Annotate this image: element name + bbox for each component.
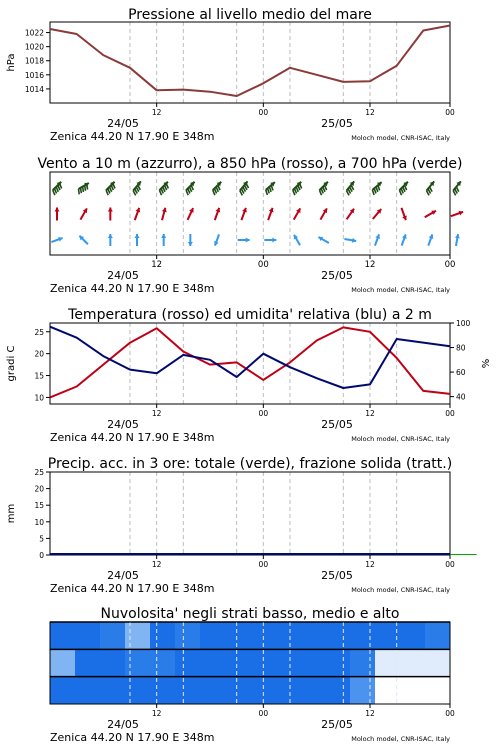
wind-barb bbox=[374, 188, 376, 193]
pressure-line bbox=[50, 26, 450, 97]
wind-vector-700-hpa bbox=[266, 182, 275, 195]
wind-barb bbox=[54, 189, 56, 194]
cloud-cell-medio bbox=[350, 649, 376, 676]
wind-vector-850-hpa bbox=[347, 209, 354, 220]
wind-barb bbox=[294, 189, 296, 194]
wind-barb bbox=[298, 185, 300, 190]
y-tick-label: 1014 bbox=[24, 84, 44, 94]
precip-bar bbox=[450, 554, 477, 555]
y-tick-label: 15 bbox=[34, 501, 44, 511]
cloud-cell-medio bbox=[225, 649, 251, 676]
cloud-cell-medio bbox=[275, 649, 301, 676]
wind-vector-10-m bbox=[161, 234, 166, 246]
x-tick-label: 12 bbox=[151, 260, 163, 270]
plot-frame bbox=[50, 323, 450, 404]
wind-vector-850-hpa bbox=[241, 208, 246, 220]
cloud-cell-alto bbox=[100, 622, 126, 649]
date-label: 24/05 bbox=[107, 718, 139, 731]
wind-head bbox=[108, 234, 113, 238]
wind-barb bbox=[266, 190, 268, 195]
wind-barb bbox=[60, 183, 62, 188]
wind-barb bbox=[293, 190, 295, 195]
chart-title: Precip. acc. in 3 ore: totale (verde), frazione solida (tratt.) bbox=[47, 456, 453, 472]
cloud-cell-medio bbox=[75, 649, 101, 676]
cloud-cell-medio bbox=[150, 649, 176, 676]
temperature-line bbox=[50, 327, 450, 397]
wind-barb bbox=[78, 189, 79, 194]
y-tick-label: 20 bbox=[34, 349, 44, 359]
y-tick-label-right: 40 bbox=[456, 392, 466, 402]
x-tick-label: 12 bbox=[151, 560, 162, 569]
wind-barb bbox=[81, 188, 82, 193]
y-axis-label-right: % bbox=[481, 358, 492, 369]
model-credit: Moloch model, CNR-ISAC, Italy bbox=[351, 435, 450, 443]
cloud-cell-basso bbox=[100, 677, 126, 704]
plot-frame bbox=[50, 22, 450, 103]
x-tick-label: 00 bbox=[258, 409, 269, 418]
model-credit: Moloch model, CNR-ISAC, Italy bbox=[351, 586, 450, 594]
wind-vector-700-hpa bbox=[213, 182, 221, 195]
wind-barb bbox=[325, 185, 327, 190]
station-location: Zenica 44.20 N 17.90 E 348m bbox=[50, 282, 215, 295]
station-location: Zenica 44.20 N 17.90 E 348m bbox=[50, 130, 215, 143]
y-tick-label: 0 bbox=[39, 551, 44, 560]
wind-barb bbox=[216, 187, 218, 192]
cloud-cell-alto bbox=[350, 622, 376, 649]
cloud-cell-medio bbox=[325, 649, 351, 676]
cloud-cell-basso bbox=[175, 677, 201, 704]
wind-barb bbox=[321, 189, 323, 194]
wind-head bbox=[188, 242, 193, 246]
cloud-cell-medio bbox=[400, 649, 426, 676]
temperature-humidity-panel bbox=[6, 307, 492, 444]
wind-barb bbox=[56, 187, 58, 192]
y-tick-label-right: 80 bbox=[456, 343, 466, 353]
y-axis-label: hPa bbox=[6, 53, 17, 72]
model-credit: Moloch model, CNR-ISAC, Italy bbox=[351, 286, 450, 294]
wind-vector-10-m bbox=[108, 234, 113, 246]
wind-vector-10-m bbox=[79, 236, 87, 244]
y-tick-label: 15 bbox=[34, 371, 44, 381]
y-tick-label: 1020 bbox=[24, 42, 44, 52]
wind-vector-10-m bbox=[455, 234, 460, 246]
wind-barb bbox=[188, 189, 190, 194]
wind-barb bbox=[268, 188, 270, 193]
wind-barb bbox=[161, 189, 163, 194]
wind-barb bbox=[186, 190, 188, 195]
cloud-cell-alto bbox=[225, 622, 251, 649]
wind-vector-10-m bbox=[264, 238, 276, 243]
wind-vector-700-hpa bbox=[399, 182, 407, 195]
wind-barb bbox=[85, 185, 86, 190]
wind-vector-700-hpa bbox=[453, 181, 461, 195]
cloud-cell-basso bbox=[400, 677, 426, 704]
cloud-cell-basso bbox=[75, 677, 101, 704]
wind-vector-10-m bbox=[428, 234, 433, 245]
wind-vector-10-m bbox=[238, 238, 250, 243]
cloud-cell-medio bbox=[175, 649, 201, 676]
x-tick-label: 00 bbox=[257, 260, 269, 270]
wind-vector-700-hpa bbox=[159, 182, 168, 195]
y-tick-label: 25 bbox=[34, 327, 44, 337]
cloud-cell-alto bbox=[425, 622, 451, 649]
wind-vector-850-hpa bbox=[373, 209, 381, 219]
cloud-cell-medio bbox=[425, 649, 451, 676]
station-location: Zenica 44.20 N 17.90 E 348m bbox=[50, 582, 215, 595]
cloud-cell-alto bbox=[325, 622, 351, 649]
wind-barb bbox=[163, 187, 165, 192]
wind-vector-850-hpa bbox=[215, 208, 220, 220]
cloud-cell-alto bbox=[275, 622, 301, 649]
x-tick-label: 00 bbox=[258, 108, 269, 117]
wind-head bbox=[272, 238, 276, 243]
wind-vector-700-hpa bbox=[133, 181, 141, 195]
wind-vector-850-hpa bbox=[401, 208, 406, 220]
wind-barb bbox=[159, 190, 161, 195]
date-label: 25/05 bbox=[321, 718, 353, 731]
y-tick-label: 1022 bbox=[24, 28, 44, 38]
wind-vector-10-m bbox=[51, 237, 62, 242]
wind-vector-700-hpa bbox=[53, 182, 62, 195]
cloud-cell-alto bbox=[150, 622, 176, 649]
cloud-cell-basso bbox=[225, 677, 251, 704]
wind-head bbox=[135, 234, 140, 238]
chart-title: Pressione al livello medio del mare bbox=[128, 7, 372, 23]
x-tick-label: 12 bbox=[365, 560, 375, 569]
humidity-line bbox=[50, 327, 450, 388]
cloud-cell-alto bbox=[75, 622, 101, 649]
y-tick-label: 25 bbox=[34, 468, 44, 477]
x-tick-label: 00 bbox=[445, 709, 455, 718]
wind-vector-700-hpa bbox=[78, 183, 88, 194]
wind-barb bbox=[401, 189, 403, 194]
wind-barb bbox=[109, 187, 111, 192]
cloud-cell-alto bbox=[250, 622, 276, 649]
wind-barb bbox=[213, 190, 215, 195]
wind-vector-10-m bbox=[294, 235, 300, 245]
wind-barb bbox=[378, 185, 380, 190]
cloud-cell-basso bbox=[125, 677, 151, 704]
y-tick-label-right: 100 bbox=[456, 319, 471, 328]
wind-barb bbox=[58, 185, 60, 190]
station-location: Zenica 44.20 N 17.90 E 348m bbox=[50, 731, 215, 744]
x-tick-label: 12 bbox=[365, 108, 375, 117]
date-label: 24/05 bbox=[107, 269, 139, 282]
wind-head bbox=[108, 208, 113, 212]
x-tick-label: 12 bbox=[365, 709, 375, 718]
x-tick-label: 00 bbox=[445, 409, 455, 418]
cloud-cell-alto bbox=[175, 622, 201, 649]
wind-head bbox=[55, 208, 60, 212]
date-label: 25/05 bbox=[321, 418, 353, 431]
wind-vector-850-hpa bbox=[451, 211, 463, 216]
wind-barb bbox=[108, 189, 110, 194]
plot-frame bbox=[50, 472, 450, 555]
wind-vector-850-hpa bbox=[320, 208, 327, 219]
cloud-cell-medio bbox=[50, 649, 76, 676]
y-axis-label: gradi C bbox=[6, 345, 17, 382]
wind-barb bbox=[189, 187, 191, 192]
x-tick-label: 12 bbox=[151, 409, 162, 418]
wind-barb bbox=[166, 183, 168, 188]
cloud-cell-basso bbox=[150, 677, 176, 704]
cloud-cell-basso bbox=[250, 677, 276, 704]
date-label: 24/05 bbox=[107, 117, 139, 130]
y-tick-label: 10 bbox=[34, 393, 44, 403]
wind-barb bbox=[405, 185, 407, 190]
chart-title: Temperatura (rosso) ed umidita' relativa (blu) a 2 m bbox=[68, 307, 432, 323]
x-tick-label: 00 bbox=[258, 709, 269, 718]
wind-barb bbox=[399, 190, 401, 195]
wind-vector-700-hpa bbox=[372, 182, 381, 195]
y-tick-label: 20 bbox=[34, 484, 44, 494]
wind-barb bbox=[376, 187, 378, 192]
cloud-cell-basso bbox=[275, 677, 301, 704]
wind-vector-850-hpa bbox=[135, 208, 140, 220]
cloud-cell-medio bbox=[100, 649, 126, 676]
cloud-cell-medio bbox=[300, 649, 326, 676]
date-label: 25/05 bbox=[321, 269, 353, 282]
x-tick-label: 00 bbox=[445, 108, 455, 117]
wind-barb bbox=[323, 187, 325, 192]
cloud-cell-medio bbox=[200, 649, 226, 676]
y-axis-label: mm bbox=[6, 503, 17, 524]
cloud-cell-basso bbox=[200, 677, 226, 704]
wind-barb bbox=[372, 190, 374, 195]
x-tick-label: 12 bbox=[365, 409, 375, 418]
cloud-cell-alto bbox=[125, 622, 151, 649]
wind-barb bbox=[191, 185, 193, 190]
wind-vector-850-hpa bbox=[188, 208, 194, 220]
wind-barb bbox=[319, 190, 321, 195]
chart-title: Nuvolosita' negli strati basso, medio e alto bbox=[100, 606, 400, 622]
y-tick-label: 1018 bbox=[24, 56, 44, 66]
x-tick-label: 12 bbox=[151, 709, 162, 718]
station-location: Zenica 44.20 N 17.90 E 348m bbox=[50, 431, 215, 444]
cloud-cell-basso bbox=[325, 677, 351, 704]
wind-vector-700-hpa bbox=[106, 182, 115, 195]
wind-barb bbox=[218, 185, 220, 190]
wind-vector-10-m bbox=[214, 234, 219, 245]
date-label: 24/05 bbox=[107, 418, 139, 431]
wind-vector-700-hpa bbox=[186, 182, 194, 195]
wind-head bbox=[246, 238, 250, 243]
x-tick-label: 00 bbox=[258, 560, 269, 569]
wind-vector-850-hpa bbox=[162, 208, 167, 221]
wind-barb bbox=[403, 187, 405, 192]
wind-barb bbox=[53, 190, 55, 195]
wind-vector-850-hpa bbox=[268, 208, 273, 220]
x-tick-label: 12 bbox=[364, 260, 376, 270]
model-credit: Moloch model, CNR-ISAC, Italy bbox=[351, 134, 450, 142]
cloud-cell-medio bbox=[125, 649, 151, 676]
wind-vector-850-hpa bbox=[80, 208, 87, 219]
cloud-cell-basso bbox=[425, 677, 451, 704]
cloud-cell-medio bbox=[250, 649, 276, 676]
wind-barb bbox=[83, 187, 84, 192]
wind-barb bbox=[111, 185, 113, 190]
wind-vector-850-hpa bbox=[55, 208, 60, 221]
cloud-cell-alto bbox=[400, 622, 426, 649]
x-tick-label: 00 bbox=[445, 560, 455, 569]
wind-barb bbox=[300, 183, 302, 188]
date-label: 25/05 bbox=[321, 569, 353, 582]
cloud-cell-basso bbox=[350, 677, 376, 704]
wind-head bbox=[161, 234, 166, 238]
wind-barb bbox=[113, 183, 115, 188]
y-tick-label: 10 bbox=[34, 517, 44, 527]
wind-vector-700-hpa bbox=[319, 182, 327, 195]
cloud-cell-alto bbox=[50, 622, 76, 649]
x-tick-label: 00 bbox=[444, 260, 456, 270]
date-label: 24/05 bbox=[107, 569, 139, 582]
wind-vector-700-hpa bbox=[346, 181, 354, 195]
wind-barb bbox=[271, 185, 273, 190]
wind-panel bbox=[37, 156, 463, 295]
chart-title: Vento a 10 m (azzurro), a 850 hPa (rosso), a 700 hPa (verde) bbox=[37, 156, 463, 172]
wind-barb bbox=[87, 184, 88, 189]
model-credit: Moloch model, CNR-ISAC, Italy bbox=[351, 735, 450, 743]
cloud-cell-alto bbox=[200, 622, 226, 649]
wind-barb bbox=[269, 187, 271, 192]
wind-vector-10-m bbox=[402, 234, 407, 245]
wind-vector-10-m bbox=[375, 234, 380, 245]
cloud-cover-panel bbox=[50, 606, 455, 744]
wind-vector-700-hpa bbox=[426, 181, 434, 195]
wind-vector-850-hpa bbox=[108, 208, 113, 221]
wind-barb bbox=[106, 190, 108, 195]
date-label: 25/05 bbox=[321, 117, 353, 130]
wind-vector-10-m bbox=[188, 234, 193, 246]
wind-vector-10-m bbox=[135, 234, 140, 246]
wind-vector-850-hpa bbox=[294, 208, 301, 219]
wind-vector-700-hpa bbox=[293, 182, 302, 195]
wind-vector-10-m bbox=[318, 237, 328, 243]
wind-vector-700-hpa bbox=[240, 181, 249, 195]
y-tick-label-right: 60 bbox=[456, 368, 466, 378]
wind-vector-850-hpa bbox=[425, 211, 436, 218]
wind-barb bbox=[214, 189, 216, 194]
y-tick-label: 1016 bbox=[24, 70, 44, 80]
y-tick-label: 5 bbox=[39, 534, 44, 544]
x-tick-label: 12 bbox=[151, 108, 162, 117]
cloud-cell-basso bbox=[50, 677, 76, 704]
cloud-cell-basso bbox=[300, 677, 326, 704]
wind-barb bbox=[165, 185, 167, 190]
pressure-panel bbox=[6, 7, 455, 143]
precipitation-panel bbox=[6, 456, 477, 595]
wind-barb bbox=[296, 187, 298, 192]
cloud-cell-alto bbox=[300, 622, 326, 649]
wind-vector-10-m bbox=[344, 238, 356, 243]
